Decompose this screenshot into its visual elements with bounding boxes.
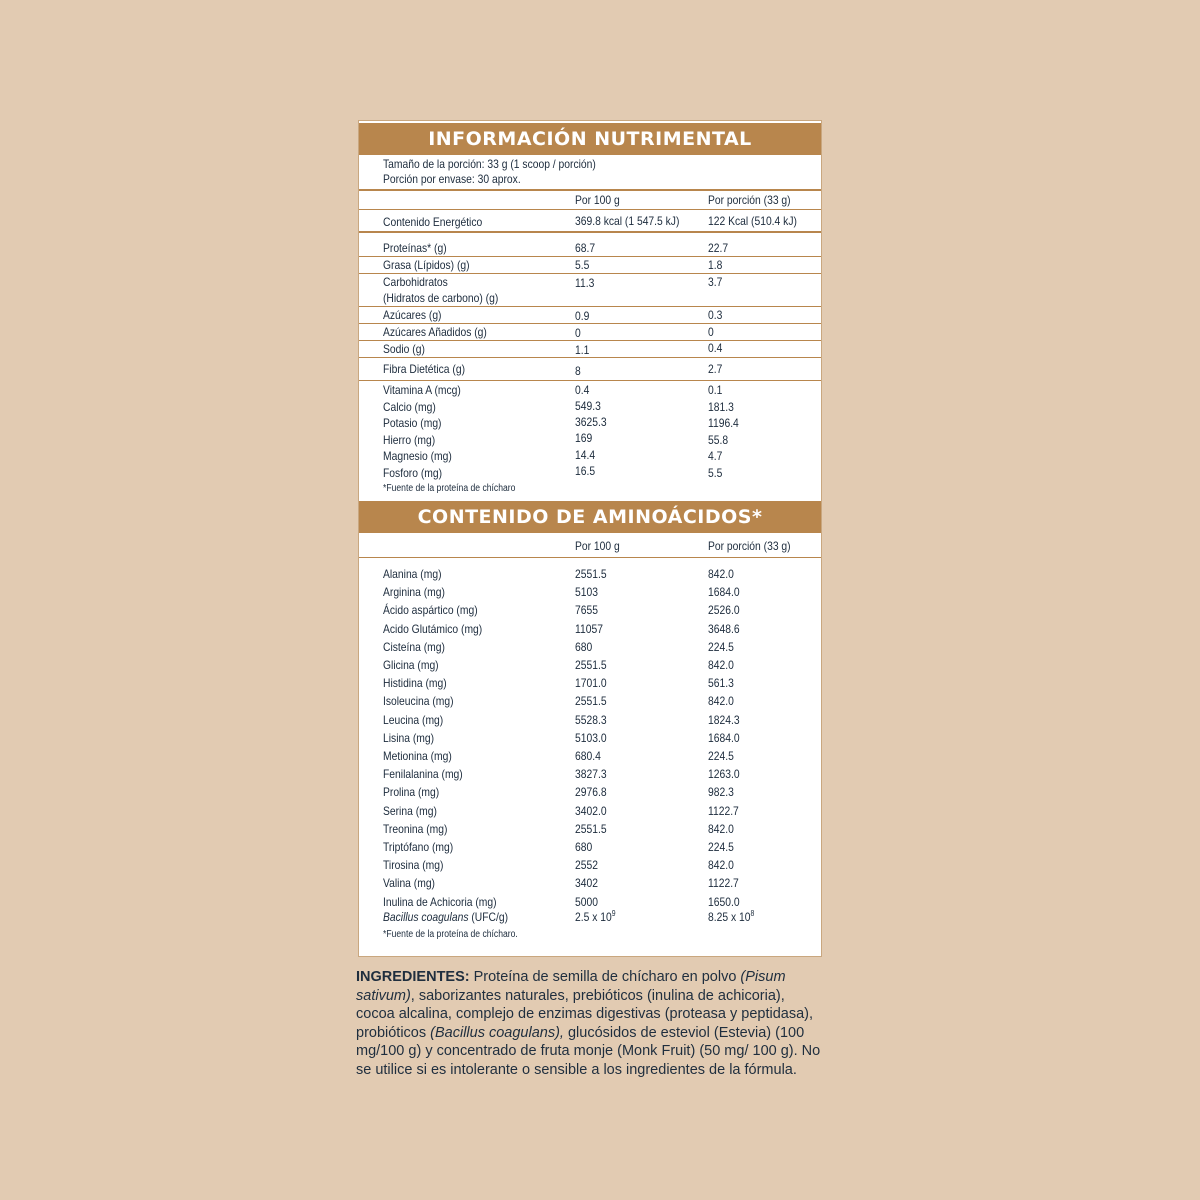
amino-per100: 680 [575,639,593,654]
energy-label: Contenido Energético [383,215,483,229]
amino-row [359,838,821,856]
mineral-perserving: 4.7 [708,449,723,463]
amino-per100: 2551.5 [575,694,607,709]
mineral-per100: 16.5 [575,464,596,478]
servings-per-container: Porción por envase: 30 aprox. [383,172,521,186]
amino-label: Inulina de Achicoria (mg) [383,894,497,909]
amino-row [359,565,821,583]
amino-perserving: 982.3 [708,785,734,800]
amino-row [359,765,821,783]
amino-label: Glicina (mg) [383,658,439,672]
amino-row [359,820,821,838]
nutrient-per100: 11.3 [575,276,595,290]
ingredients-part: Proteína de semilla de chícharo en polvo [469,969,741,985]
bacillus-label-italic: Bacillus coagulans [383,910,469,924]
amino-perserving: 842.0 [708,821,734,836]
mineral-label: Fosforo (mg) [383,466,443,480]
divider [359,557,821,558]
amino-label: Metionina (mg) [383,749,452,763]
amino-perserving: 842.0 [708,658,734,672]
amino-per100: 3402 [575,876,598,891]
nutrient-per100: 8 [575,364,581,378]
divider [359,256,821,257]
nutrient-label: Grasa (Lípidos) (g) [383,258,470,272]
nutrient-per100: 68.7 [575,241,596,255]
mineral-perserving: 1196.4 [708,416,739,430]
amino-row [359,583,821,601]
amino-perserving: 842.0 [708,567,734,581]
bacillus-label-unit: (UFC/g) [468,910,509,924]
amino-label: Histidina (mg) [383,676,447,691]
amino-perserving: 1263.0 [708,767,740,782]
divider [359,340,821,341]
amino-footnote: *Fuente de la proteína de chícharo. [383,929,518,940]
ingredients-italic: (Bacillus coagulans), [430,1024,564,1041]
divider [359,357,821,358]
amino-per100: 2551.5 [575,821,607,836]
amino-perserving: 224.5 [708,749,734,763]
amino-row [359,711,821,729]
energy-per100: 369.8 kcal (1 547.5 kJ) [575,214,680,228]
amino-row [359,601,821,619]
amino-per100: 5528.3 [575,712,607,727]
amino-per100: 2551.5 [575,567,607,581]
nutrient-per100: 5.5 [575,258,590,272]
amino-per100: 1701.0 [575,676,607,691]
col-header-per100: Por 100 g [575,193,620,207]
col-header-perserving: Por porción (33 g) [708,193,791,207]
mineral-perserving: 181.3 [708,400,734,414]
amino-per100: 5103 [575,585,598,600]
amino-row [359,747,821,765]
amino-perserving: 842.0 [708,694,734,709]
mineral-label: Hierro (mg) [383,433,436,447]
nutrient-label: Carbohidratos [383,275,448,289]
mineral-perserving: 55.8 [708,433,729,447]
nutrient-label: Azúcares Añadidos (g) [383,325,487,339]
amino-perserving: 561.3 [708,676,734,691]
amino-label: Triptófano (mg) [383,840,454,854]
amino-per100: 2551.5 [575,658,607,672]
nutrient-perserving: 3.7 [708,275,723,289]
amino-label: Alanina (mg) [383,567,442,581]
nutrient-perserving: 1.8 [708,258,723,272]
amino-title: CONTENIDO DE AMINOÁCIDOS* [359,501,821,533]
divider [359,380,821,381]
divider [359,231,821,233]
mineral-label: Calcio (mg) [383,400,436,414]
mineral-label: Vitamina A (mcg) [383,383,461,397]
amino-perserving: 1824.3 [708,712,740,727]
amino-label: Valina (mg) [383,876,436,891]
mineral-per100: 0.4 [575,383,590,397]
amino-col-header-per100: Por 100 g [575,539,620,553]
amino-label: Lisina (mg) [383,730,435,745]
amino-row [359,656,821,674]
amino-label: Isoleucina (mg) [383,694,454,709]
amino-per100: 5103.0 [575,730,607,745]
nutrient-label: Proteínas* (g) [383,241,447,255]
nutrient-per100: 0.9 [575,309,590,323]
amino-label: Ácido aspártico (mg) [383,603,478,618]
amino-row [359,620,821,638]
nutrition-footnote: *Fuente de la proteína de chícharo [383,483,516,494]
amino-perserving: 224.5 [708,639,734,654]
ingredients-part: , saborizantes naturales, prebióticos (inulina de achicoria), cocoa alcalina, complejo de enzimas digestivas (proteasa y peptidasa), probióticos [356,987,813,1041]
amino-label: Serina (mg) [383,803,437,818]
nutrient-perserving: 0.4 [708,341,723,355]
divider [359,189,821,191]
amino-label: Acido Glutámico (mg) [383,621,483,636]
mineral-label: Magnesio (mg) [383,449,452,463]
amino-label: Tirosina (mg) [383,858,444,873]
amino-row [359,802,821,820]
amino-perserving: 1684.0 [708,585,740,600]
amino-label: Prolina (mg) [383,785,440,800]
amino-row [359,874,821,892]
amino-per100: 7655 [575,603,598,618]
amino-perserving: 1122.7 [708,803,739,818]
serving-size: Tamaño de la porción: 33 g (1 scoop / porción) [383,157,596,171]
bacillus-label [383,910,508,924]
ingredients-heading: INGREDIENTES: [356,969,470,985]
amino-perserving: 1650.0 [708,894,740,909]
bacillus-per100 [575,910,616,924]
mineral-label: Potasio (mg) [383,416,442,430]
amino-perserving: 1122.7 [708,876,739,891]
mineral-per100: 169 [575,431,593,445]
amino-row [359,856,821,874]
amino-label: Treonina (mg) [383,821,448,836]
nutrient-label: Fibra Dietética (g) [383,362,466,376]
amino-per100: 2552 [575,858,598,873]
amino-label: Cisteína (mg) [383,639,445,654]
amino-row [359,783,821,801]
bacillus-per100-base: 2.5 x 10 [575,910,612,924]
divider [359,306,821,307]
nutrient-perserving: 2.7 [708,362,723,376]
energy-perserving: 122 Kcal (510.4 kJ) [708,214,797,228]
bacillus-perserving-base: 8.25 x 10 [708,910,751,924]
mineral-perserving: 0.1 [708,383,723,397]
amino-per100: 680 [575,840,593,854]
divider [359,209,821,210]
mineral-per100: 549.3 [575,399,601,413]
nutrient-perserving: 0 [708,325,714,339]
amino-row [359,638,821,656]
mineral-per100: 3625.3 [575,415,607,429]
amino-label: Arginina (mg) [383,585,445,600]
ingredients-text [356,968,826,1079]
divider [359,273,821,274]
bacillus-perserving [708,910,754,924]
amino-per100: 3827.3 [575,767,607,782]
amino-per100: 5000 [575,894,598,909]
nutrient-per100: 0 [575,326,581,340]
nutrient-per100: 1.1 [575,343,590,357]
nutrient-label: Azúcares (g) [383,308,442,322]
amino-per100: 680.4 [575,749,601,763]
amino-per100: 3402.0 [575,803,607,818]
nutrition-title: INFORMACIÓN NUTRIMENTAL [359,123,821,155]
ingredients-part: glucósidos de esteviol (Estevia) (100 mg/100 g) y concentrado de fruta monje (Monk Fruit) (50 mg/ 100 g). No se utilice si es intolerante o sensible a los ingredientes de la fórmula. [356,1024,821,1078]
amino-perserving: 1684.0 [708,730,740,745]
nutrient-perserving: 0.3 [708,308,723,322]
mineral-per100: 14.4 [575,448,596,462]
amino-perserving: 224.5 [708,840,734,854]
amino-label: Leucina (mg) [383,712,444,727]
bacillus-perserving-exp: 8 [750,909,755,918]
nutrient-label-sub: (Hidratos de carbono) (g) [383,291,499,305]
amino-perserving: 3648.6 [708,621,740,636]
amino-col-header-perserving: Por porción (33 g) [708,539,791,553]
nutrition-label-panel [358,120,822,957]
amino-row [359,674,821,692]
amino-row [359,692,821,710]
nutrient-label: Sodio (g) [383,342,425,356]
amino-label: Fenilalanina (mg) [383,767,463,782]
amino-perserving: 842.0 [708,858,734,873]
bacillus-per100-exp: 9 [611,909,616,918]
amino-row [359,729,821,747]
amino-perserving: 2526.0 [708,603,740,618]
ingredients-italic: (Pisum sativum) [356,969,786,1004]
divider [359,323,821,324]
nutrient-perserving: 22.7 [708,241,729,255]
mineral-perserving: 5.5 [708,466,723,480]
amino-per100: 2976.8 [575,785,607,800]
amino-per100: 11057 [575,621,603,636]
